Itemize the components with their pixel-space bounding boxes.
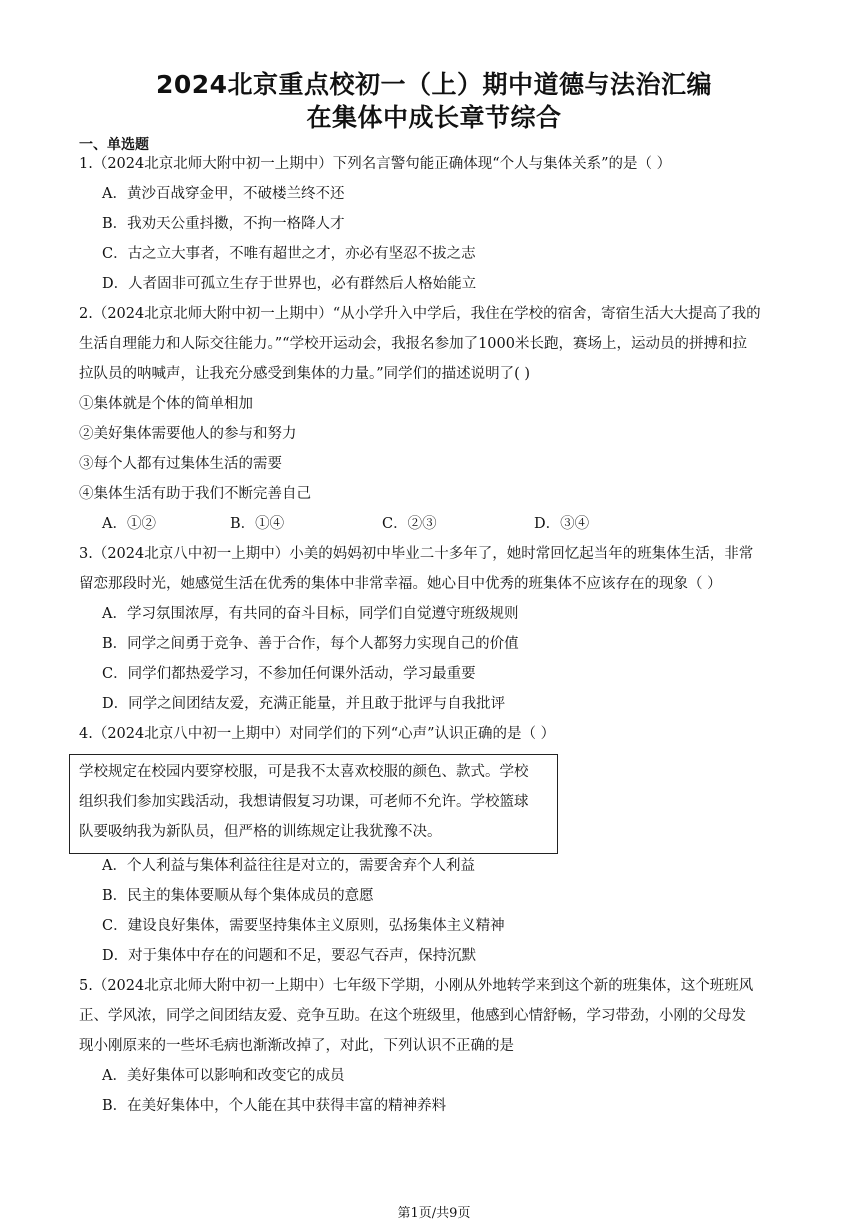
question-5-stem-line-2: 正、学风浓，同学之间团结友爱、竞争互助。在这个班级里，他感到心情舒畅，学习带劲，小刚的父母发 xyxy=(79,1008,746,1024)
question-3-option-d: D．同学之间团结友爱，充满正能量，并且敢于批评与自我批评 xyxy=(102,696,506,712)
question-5-stem-line-1: 5.（2024北京北师大附中初一上期中）七年级下学期，小刚从外地转学来到这个新的班集体，这个班班风 xyxy=(79,978,754,994)
quote-box-line-3: 队要吸纳我为新队员，但严格的训练规定让我犹豫不决。 xyxy=(79,824,442,840)
question-2-statement-3: ③每个人都有过集体生活的需要 xyxy=(79,456,282,472)
question-2-statement-2: ②美好集体需要他人的参与和努力 xyxy=(79,426,297,442)
section-heading: 一、单选题 xyxy=(79,137,149,153)
question-5-stem-line-3: 现小刚原来的一些坏毛病也渐渐改掉了，对此，下列认识不正确的是 xyxy=(79,1038,514,1054)
question-1-option-d: D．人者固非可孤立生存于世界也，必有群然后人格始能立 xyxy=(102,276,477,292)
quote-box-line-1: 学校规定在校园内要穿校服，可是我不太喜欢校服的颜色、款式。学校 xyxy=(79,764,529,780)
question-4-option-d: D．对于集体中存在的问题和不足，要忍气吞声，保持沉默 xyxy=(102,948,477,964)
document-title: 2024北京重点校初一（上）期中道德与法治汇编 xyxy=(155,70,713,99)
question-2-statement-4: ④集体生活有助于我们不断完善自己 xyxy=(79,486,311,502)
page-number: 第1页/共9页 xyxy=(397,1206,471,1221)
document-subtitle: 在集体中成长章节综合 xyxy=(306,103,562,132)
question-3-stem-line-1: 3.（2024北京八中初一上期中）小美的妈妈初中毕业二十多年了，她时常回忆起当年的班集体生活，非常 xyxy=(79,546,754,562)
question-2-option-b: B．①④ xyxy=(230,516,285,532)
question-4-stem: 4.（2024北京八中初一上期中）对同学们的下列“心声”认识正确的是（ ） xyxy=(79,726,556,742)
question-1-option-a: A．黄沙百战穿金甲，不破楼兰终不还 xyxy=(102,186,345,202)
quote-box-line-2: 组织我们参加实践活动，我想请假复习功课，可老师不允许。学校篮球 xyxy=(79,794,529,810)
question-3-option-a: A．学习氛围浓厚，有共同的奋斗目标，同学们自觉遵守班级规则 xyxy=(102,606,519,622)
question-2-stem-line-2: 生活自理能力和人际交往能力。”“学校开运动会，我报名参加了1000米长跑，赛场上，运动员的拼搏和拉 xyxy=(79,336,747,352)
question-3-stem-line-2: 留恋那段时光，她感觉生活在优秀的集体中非常幸福。她心目中优秀的班集体不应该存在的现象（ ） xyxy=(79,576,722,592)
question-5-option-a: A．美好集体可以影响和改变它的成员 xyxy=(102,1068,345,1084)
question-1-option-b: B．我劝天公重抖擞，不拘一格降人才 xyxy=(102,216,345,232)
question-4-option-c: C．建设良好集体，需要坚持集体主义原则，弘扬集体主义精神 xyxy=(102,918,505,934)
question-2-statement-1: ①集体就是个体的简单相加 xyxy=(79,396,253,412)
question-2-stem-line-1: 2.（2024北京北师大附中初一上期中）“从小学升入中学后，我住在学校的宿舍，寄宿生活大大提高了我的 xyxy=(79,306,761,322)
question-2-option-a: A．①② xyxy=(102,516,156,532)
question-3-option-b: B．同学之间勇于竞争、善于合作，每个人都努力实现自己的价值 xyxy=(102,636,519,652)
question-4-quote-box xyxy=(69,754,558,854)
question-3-option-c: C．同学们都热爱学习，不参加任何课外活动，学习最重要 xyxy=(102,666,476,682)
question-2-stem-line-3: 拉队员的呐喊声，让我充分感受到集体的力量。”同学们的描述说明了( ) xyxy=(79,366,531,382)
question-4-option-b: B．民主的集体要顺从每个集体成员的意愿 xyxy=(102,888,374,904)
question-2-option-c: C．②③ xyxy=(382,516,437,532)
question-5-option-b: B．在美好集体中，个人能在其中获得丰富的精神养料 xyxy=(102,1098,447,1114)
question-1-stem: 1.（2024北京北师大附中初一上期中）下列名言警句能正确体现“个人与集体关系”的是（ ） xyxy=(79,156,672,172)
question-2-option-d: D．③④ xyxy=(534,516,590,532)
question-1-option-c: C．古之立大事者，不唯有超世之才，亦必有坚忍不拔之志 xyxy=(102,246,476,262)
question-4-option-a: A．个人利益与集体利益往往是对立的，需要舍弃个人利益 xyxy=(102,858,475,874)
